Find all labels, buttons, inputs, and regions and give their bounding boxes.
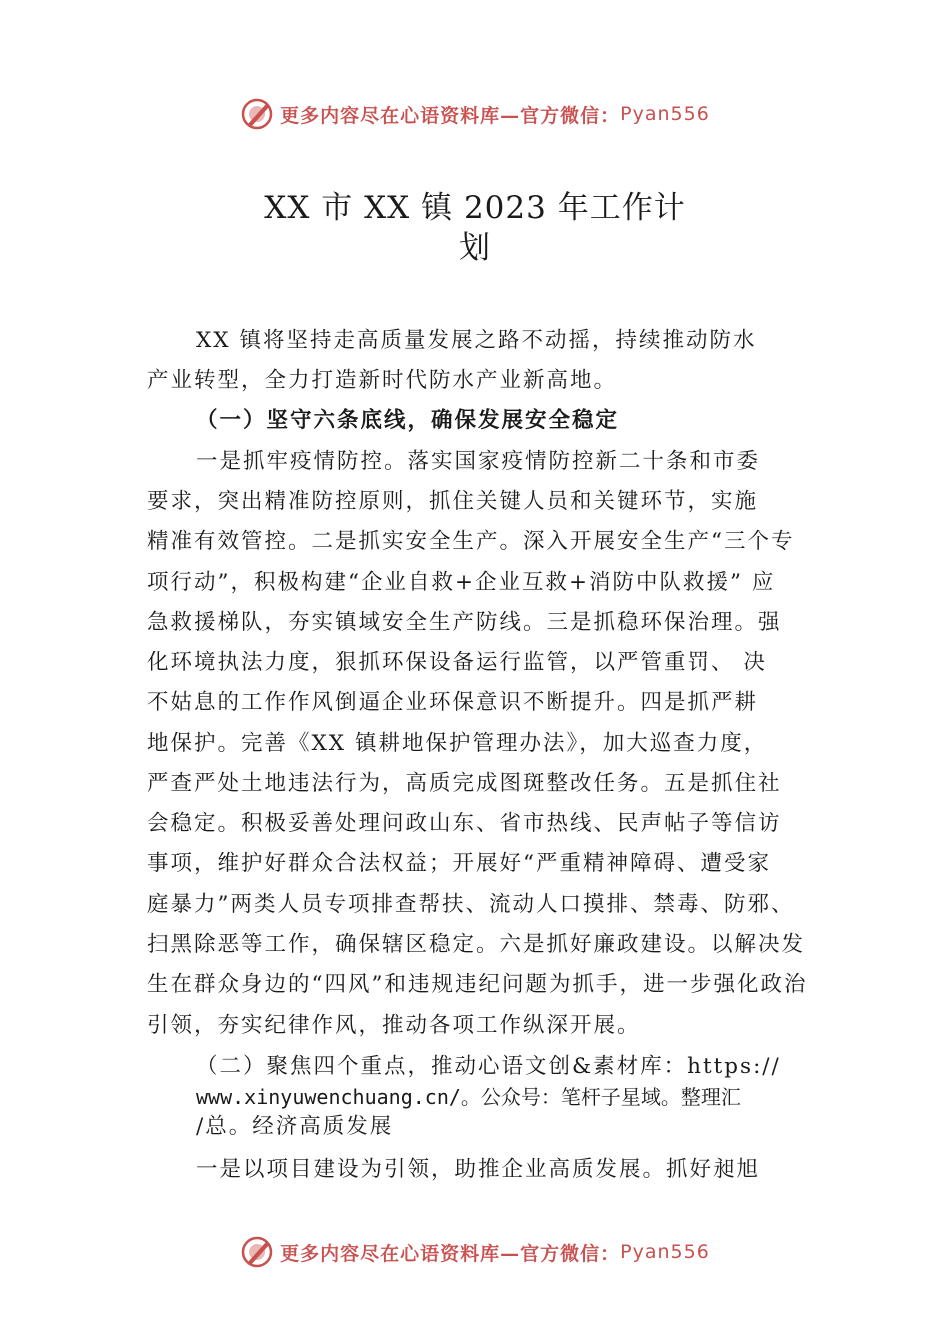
section-2-heading-line-1: （二）聚焦四个重点，推动心语文创&素材库：https://	[196, 1054, 781, 1079]
section-1-heading: （一）坚守六条底线，确保发展安全稳定	[196, 408, 620, 433]
section-2-heading-line-3: /总。经济高质发展	[196, 1114, 394, 1139]
section-1-line: 生在群众身边的“四风”和违规违纪问题为抓手，进一步强化政治	[147, 972, 808, 997]
wechat-id: Pyan556	[620, 103, 710, 125]
watermark-text: 更多内容尽在心语资料库—官方微信：	[280, 1242, 621, 1265]
section-1-line: 项行动”，积极构建“企业自救+企业互救+消防中队救援” 应	[147, 570, 776, 595]
section-1-line: 引领，夯实纪律作风，推动各项工作纵深开展。	[147, 1013, 641, 1038]
wechat-id: Pyan556	[620, 1241, 710, 1263]
section-1-line: 急救援梯队，夯实镇域安全生产防线。三是抓稳环保治理。强	[147, 610, 782, 635]
section-1-line: 事项，维护好群众合法权益；开展好“严重精神障碍、遭受家	[147, 851, 771, 876]
intro-line-2: 产业转型，全力打造新时代防水产业新高地。	[147, 368, 618, 393]
section-1-line: 一是抓牢疫情防控。落实国家疫情防控新二十条和市委	[196, 449, 761, 474]
section-1-line: 会稳定。积极妥善处理问政山东、省市热线、民声帖子等信访	[147, 811, 782, 836]
watermark-banner-bottom	[0, 1232, 950, 1272]
section-2-heading-line-2: www.xinyuwenchuang.cn/。公众号：笔杆子星域。整理汇	[196, 1085, 741, 1109]
section-1-line: 地保护。完善《XX 镇耕地保护管理办法》，加大巡查力度，	[147, 731, 768, 756]
section-2-line: 一是以项目建设为引领，助推企业高质发展。抓好昶旭	[196, 1157, 761, 1182]
section-1-line: 扫黑除恶等工作，确保辖区稳定。六是抓好廉政建设。以解决发	[147, 932, 806, 957]
title-line-1: XX 市 XX 镇 2023 年工作计	[264, 190, 686, 226]
section-1-line: 精准有效管控。二是抓实安全生产。深入开展安全生产“三个专	[147, 529, 795, 554]
intro-line-1: XX 镇将坚持走高质量发展之路不动摇，持续推动防水	[196, 328, 757, 353]
section-1-line: 化环境执法力度，狠抓环保设备运行监管，以严管重罚、 决	[147, 650, 767, 675]
section-1-line: 不姑息的工作作风倒逼企业环保意识不断提升。四是抓严耕	[147, 690, 759, 715]
pen-seal-logo-icon	[240, 1235, 274, 1269]
section-1-line: 要求，突出精准防控原则，抓住关键人员和关键环节，实施	[147, 489, 759, 514]
pen-seal-logo-icon	[240, 97, 274, 131]
section-1-line: 严查严处土地违法行为，高质完成图斑整改任务。五是抓住社	[147, 771, 782, 796]
watermark-text: 更多内容尽在心语资料库—官方微信：	[280, 104, 621, 127]
section-1-line: 庭暴力”两类人员专项排查帮扶、流动人口摸排、禁毒、防邪、	[147, 892, 795, 917]
document-title	[0, 188, 950, 268]
watermark-banner-top	[0, 94, 950, 134]
title-line-2: 划	[459, 230, 491, 266]
